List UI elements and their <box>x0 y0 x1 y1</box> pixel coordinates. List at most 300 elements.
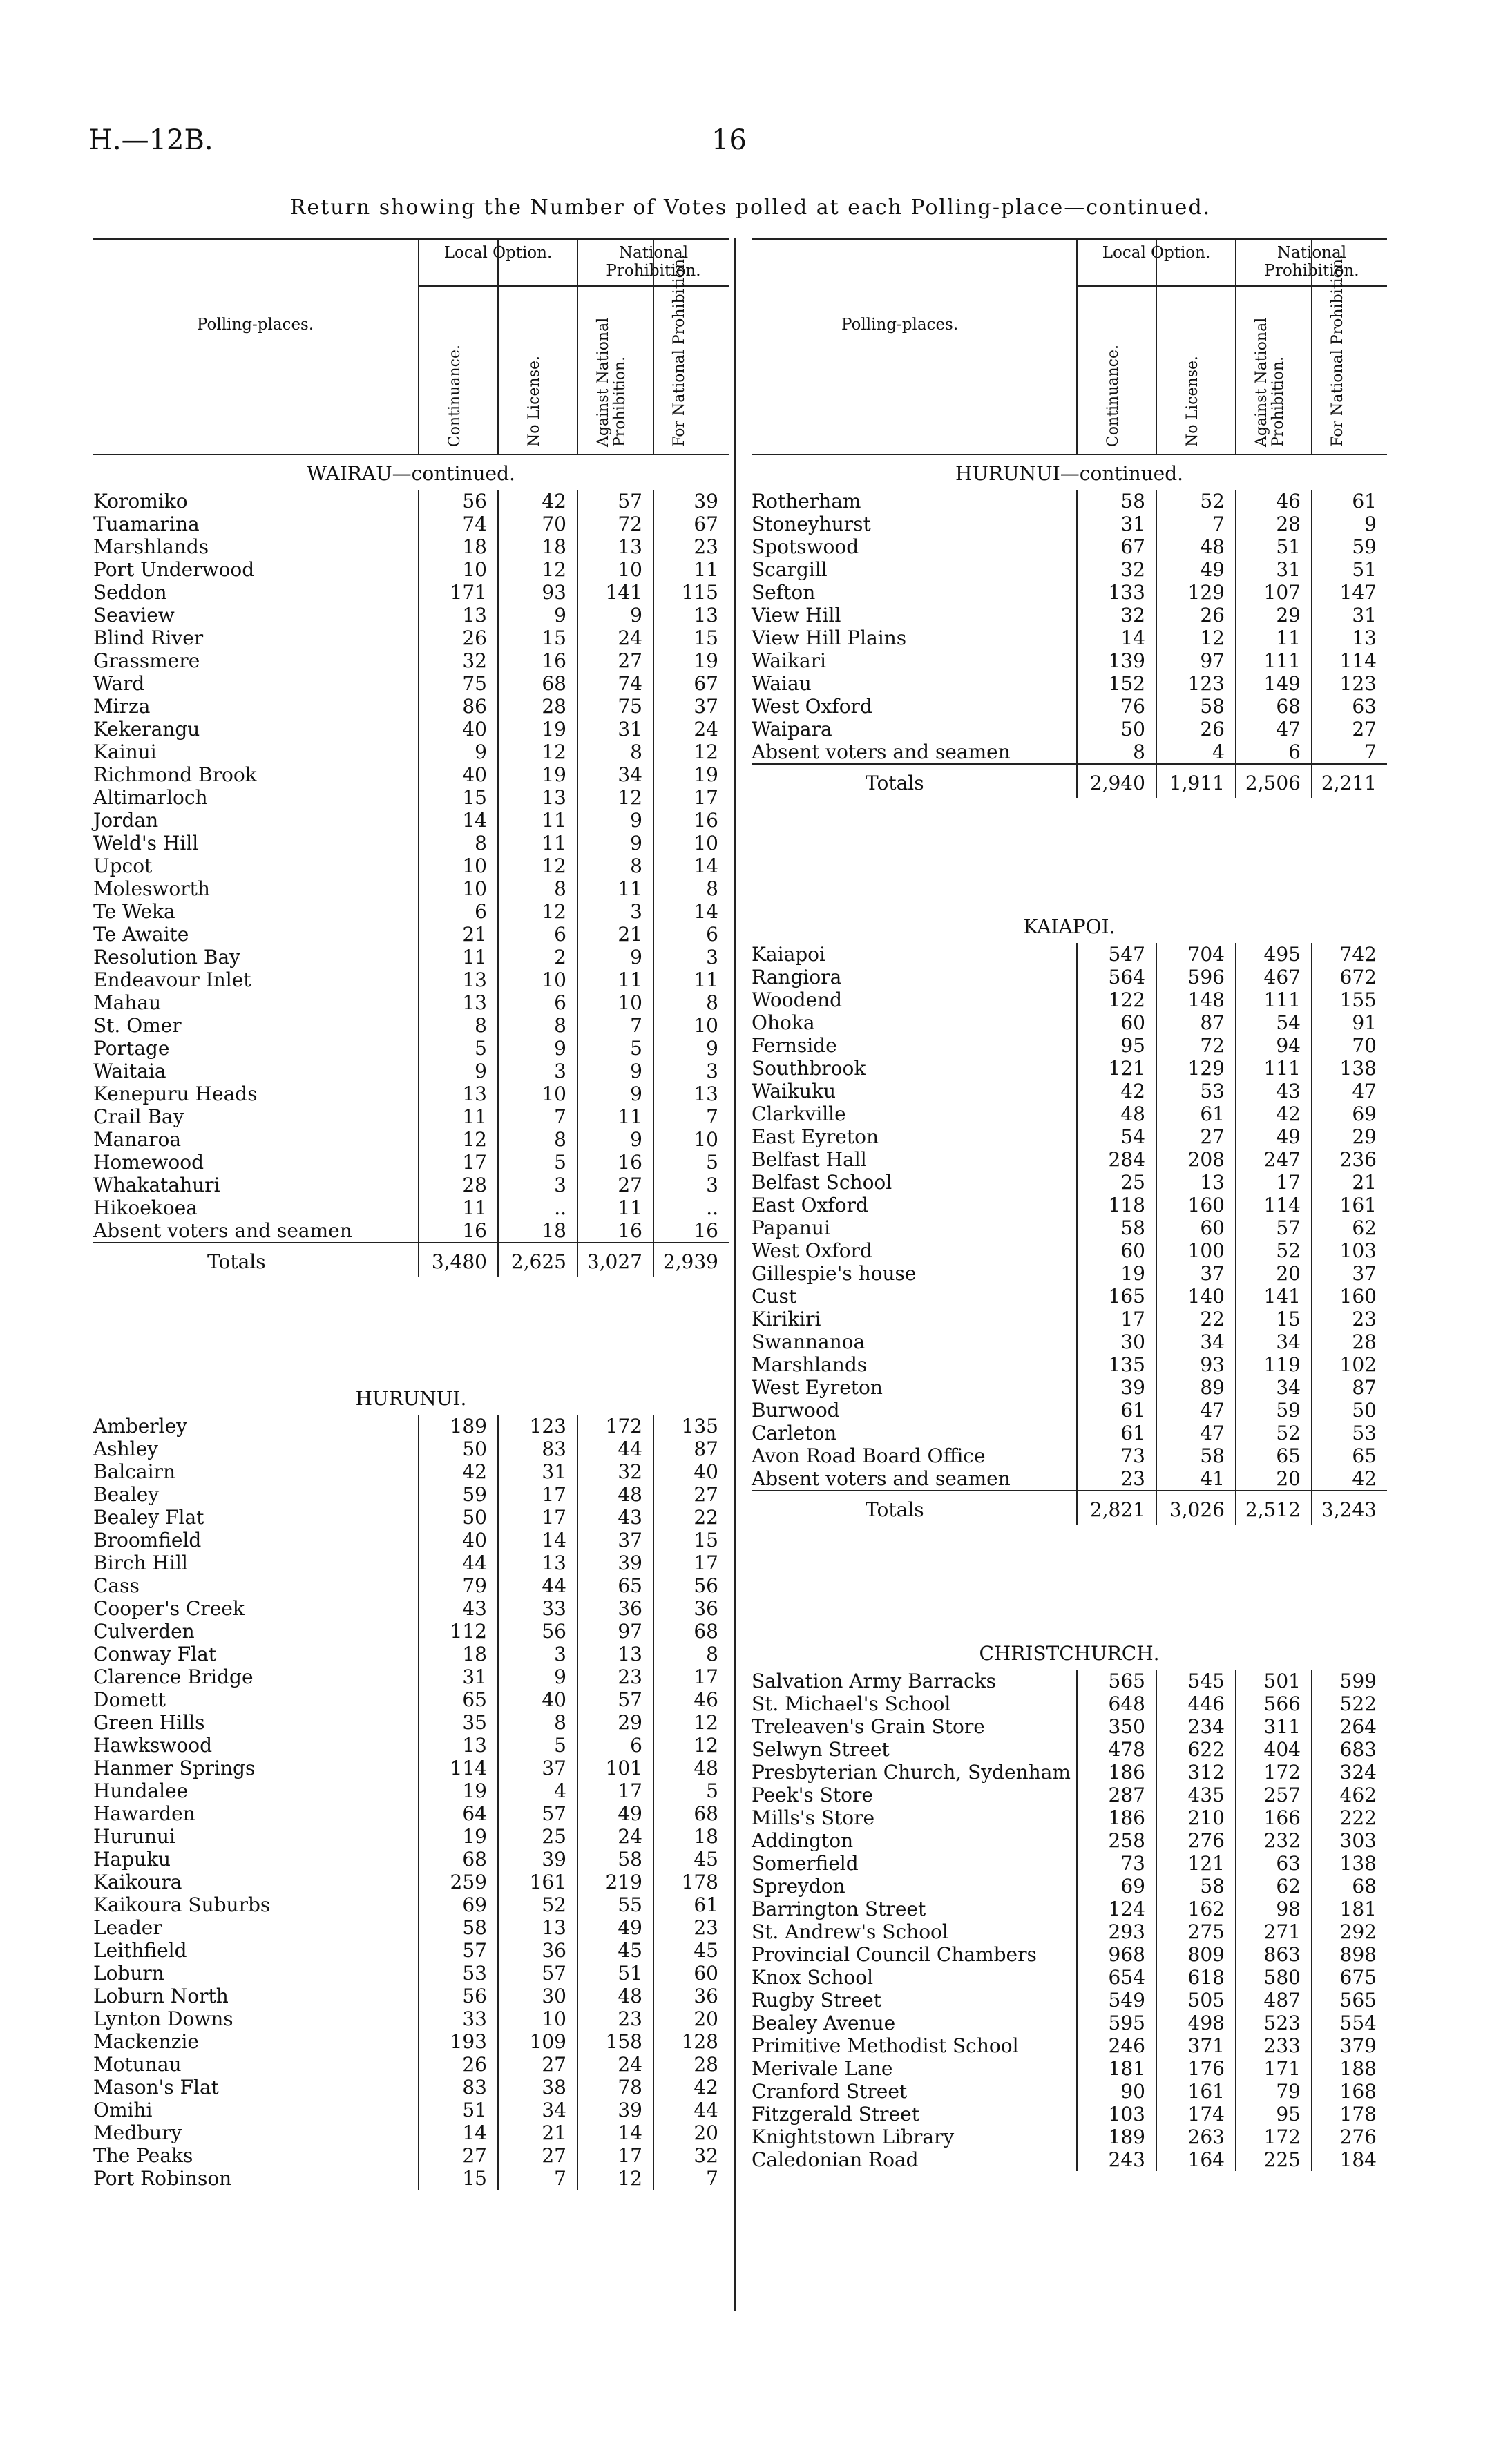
table-row <box>93 1985 729 2007</box>
vote-count: 11 <box>1276 627 1301 649</box>
table-row <box>93 991 729 1014</box>
polling-place-name: Marshlands <box>752 1353 868 1376</box>
total-value: 2,211 <box>1321 772 1377 794</box>
vote-count: 103 <box>1108 2103 1145 2126</box>
vote-count: 10 <box>462 558 487 581</box>
vote-count: 31 <box>1120 513 1145 535</box>
vote-count: 39 <box>542 1848 566 1871</box>
table-row <box>93 1597 729 1620</box>
vote-count: 522 <box>1339 1692 1377 1715</box>
polling-place-name: Presbyterian Church, Sydenham <box>752 1761 1071 1784</box>
vote-count: 379 <box>1339 2034 1377 2057</box>
table-row <box>752 1852 1387 1875</box>
vote-count: 7 <box>554 2167 566 2190</box>
vote-count: 147 <box>1339 581 1377 604</box>
vote-count: 47 <box>1200 1422 1225 1444</box>
column-rule <box>1235 943 1236 1525</box>
vote-count: 24 <box>618 1825 642 1848</box>
vote-count: 5 <box>706 1779 718 1802</box>
vote-count: 52 <box>1276 1239 1301 1262</box>
vote-count: 17 <box>462 1151 487 1174</box>
table-row <box>93 1460 729 1483</box>
vote-count: 45 <box>694 1939 718 1962</box>
vote-count: 57 <box>542 1802 566 1825</box>
polling-place-name: Papanui <box>752 1216 830 1239</box>
vote-count: 311 <box>1263 1715 1301 1738</box>
polling-place-name: Koromiko <box>93 490 188 513</box>
vote-count: 8 <box>706 1643 718 1665</box>
table-row <box>93 1802 729 1825</box>
table-row <box>752 1989 1387 2012</box>
table-row <box>93 900 729 923</box>
polling-place-name: Endeavour Inlet <box>93 968 251 991</box>
vote-count: 293 <box>1108 1920 1145 1943</box>
vote-count: 41 <box>1200 1467 1225 1490</box>
polling-place-name: Primitive Methodist School <box>752 2034 1019 2057</box>
vote-count: 23 <box>618 2007 642 2030</box>
vote-count: 114 <box>1339 649 1377 672</box>
vote-count: 9 <box>475 741 487 763</box>
vote-count: 11 <box>542 809 566 832</box>
polling-place-name: Fernside <box>752 1034 837 1057</box>
vote-count: 675 <box>1339 1966 1377 1989</box>
vote-count: 111 <box>1263 649 1301 672</box>
vote-count: 37 <box>1200 1262 1225 1285</box>
vote-count: 446 <box>1187 1692 1225 1715</box>
vote-count: 20 <box>1276 1467 1301 1490</box>
polling-place-name: Mills's Store <box>752 1806 875 1829</box>
vote-count: 37 <box>694 695 718 718</box>
vote-count: 9 <box>1364 513 1377 535</box>
total-value: 1,911 <box>1169 772 1225 794</box>
vote-count: 12 <box>542 558 566 581</box>
vote-count: 21 <box>1352 1171 1377 1194</box>
polling-place-name: Weld's Hill <box>93 832 199 854</box>
polling-place-name: Mackenzie <box>93 2030 199 2053</box>
vote-count: 15 <box>694 627 718 649</box>
vote-count: 14 <box>694 854 718 877</box>
table-row <box>752 1034 1387 1057</box>
table-row <box>93 854 729 877</box>
vote-count: 23 <box>1352 1308 1377 1330</box>
vote-count: 36 <box>694 1597 718 1620</box>
polling-place-name: Whakatahuri <box>93 1174 220 1196</box>
vote-count: 119 <box>1263 1353 1301 1376</box>
vote-count: 98 <box>1276 1898 1301 1920</box>
polling-place-name: Provincial Council Chambers <box>752 1943 1037 1966</box>
table-row <box>752 1125 1387 1148</box>
polling-place-name: Hundalee <box>93 1779 189 1802</box>
vote-count: 898 <box>1339 1943 1377 1966</box>
table-row <box>93 1643 729 1665</box>
vote-count: 44 <box>694 2099 718 2121</box>
polling-place-name: Kaiapoi <box>752 943 825 966</box>
against-np-header: Against National Prohibition. <box>1253 317 1287 447</box>
vote-count: 34 <box>542 2099 566 2121</box>
vote-count: 61 <box>1120 1399 1145 1422</box>
vote-count: 121 <box>1108 1057 1145 1080</box>
vote-count: 547 <box>1108 943 1145 966</box>
vote-count: 141 <box>605 581 642 604</box>
vote-count: 112 <box>450 1620 487 1643</box>
vote-count: 61 <box>1120 1422 1145 1444</box>
vote-count: 60 <box>1120 1239 1145 1262</box>
vote-count: 222 <box>1339 1806 1377 1829</box>
vote-count: 271 <box>1263 1920 1301 1943</box>
table-row <box>752 1444 1387 1467</box>
vote-count: 26 <box>462 2053 487 2076</box>
vote-count: 246 <box>1108 2034 1145 2057</box>
vote-count: 50 <box>1352 1399 1377 1422</box>
vote-count: 69 <box>1120 1875 1145 1898</box>
vote-count: 12 <box>618 786 642 809</box>
vote-count: 27 <box>694 1483 718 1506</box>
vote-count: 704 <box>1187 943 1225 966</box>
vote-count: 56 <box>462 490 487 513</box>
vote-count: 93 <box>542 581 566 604</box>
vote-count: 580 <box>1263 1966 1301 1989</box>
vote-count: 7 <box>554 1105 566 1128</box>
vote-count: 3 <box>706 946 718 968</box>
vote-count: 115 <box>681 581 718 604</box>
vote-count: 171 <box>1263 2057 1301 2080</box>
polling-place-name: Caledonian Road <box>752 2148 919 2171</box>
vote-count: 10 <box>462 854 487 877</box>
vote-count: 31 <box>1276 558 1301 581</box>
section <box>752 1635 1387 2171</box>
table-row <box>93 2030 729 2053</box>
vote-count: 549 <box>1108 1989 1145 2012</box>
vote-count: 29 <box>1352 1125 1377 1148</box>
table-row <box>752 1966 1387 1989</box>
vote-count: 70 <box>542 513 566 535</box>
column-rule <box>1076 1670 1078 2171</box>
vote-count: 595 <box>1108 2012 1145 2034</box>
vote-count: 141 <box>1263 1285 1301 1308</box>
national-prohibition-header: National Prohibition. <box>577 240 729 287</box>
vote-count: 138 <box>1339 1057 1377 1080</box>
section-title: HURUNUI—continued. <box>955 462 1184 485</box>
vote-count: 10 <box>694 832 718 854</box>
polling-place-name: Conway Flat <box>93 1643 217 1665</box>
vote-count: 58 <box>1120 1216 1145 1239</box>
polling-place-name: Culverden <box>93 1620 195 1643</box>
polling-place-name: Birch Hill <box>93 1551 188 1574</box>
vote-count: 16 <box>694 1219 718 1242</box>
vote-count: 50 <box>462 1506 487 1529</box>
vote-count: 9 <box>630 832 642 854</box>
vote-count: 44 <box>542 1574 566 1597</box>
vote-count: 33 <box>462 2007 487 2030</box>
vote-count: 189 <box>1108 2126 1145 2148</box>
table-row <box>93 1105 729 1128</box>
table-row <box>93 2121 729 2144</box>
table-row <box>752 1376 1387 1399</box>
vote-count: 599 <box>1339 1670 1377 1692</box>
polling-place-name: Hawkswood <box>93 1734 213 1757</box>
polling-place-name: Leader <box>93 1916 162 1939</box>
vote-count: 6 <box>630 1734 642 1757</box>
vote-count: 566 <box>1263 1692 1301 1715</box>
table-row <box>752 490 1387 513</box>
table-subtitle: Return showing the Number of Votes polled at each Polling-place—continued. <box>289 195 1212 220</box>
vote-count: 39 <box>618 2099 642 2121</box>
vote-count: 161 <box>1187 2080 1225 2103</box>
vote-count: 5 <box>554 1151 566 1174</box>
vote-count: 60 <box>1200 1216 1225 1239</box>
vote-count: 58 <box>1200 695 1225 718</box>
vote-count: 69 <box>1352 1102 1377 1125</box>
vote-count: 7 <box>706 1105 718 1128</box>
continuance-header: Continuance. <box>1105 344 1122 447</box>
vote-count: 303 <box>1339 1829 1377 1852</box>
column-rule <box>1076 490 1078 798</box>
polling-place-name: Tuamarina <box>93 513 200 535</box>
total-value: 3,027 <box>586 1250 642 1273</box>
table-row <box>93 809 729 832</box>
vote-count: 39 <box>694 490 718 513</box>
table-row <box>93 1734 729 1757</box>
column-rule <box>1156 490 1157 798</box>
vote-count: 22 <box>1200 1308 1225 1330</box>
vote-count: 53 <box>462 1962 487 1985</box>
polling-place-name: Hurunui <box>93 1825 175 1848</box>
vote-count: 8 <box>706 877 718 900</box>
vote-count: 27 <box>542 2144 566 2167</box>
vote-count: 208 <box>1187 1148 1225 1171</box>
vote-count: 6 <box>706 923 718 946</box>
polling-place-name: Cust <box>752 1285 797 1308</box>
vote-count: 46 <box>1276 490 1301 513</box>
vote-count: 128 <box>681 2030 718 2053</box>
vote-count: 58 <box>1200 1875 1225 1898</box>
vote-count: 243 <box>1108 2148 1145 2171</box>
vote-count: 42 <box>1276 1102 1301 1125</box>
vote-count: 149 <box>1263 672 1301 695</box>
vote-count: 23 <box>694 535 718 558</box>
vote-count: 34 <box>618 763 642 786</box>
table-row <box>93 1196 729 1219</box>
vote-count: 87 <box>694 1438 718 1460</box>
vote-count: 48 <box>694 1757 718 1779</box>
table-row <box>752 672 1387 695</box>
vote-count: 276 <box>1339 2126 1377 2148</box>
polling-place-name: Jordan <box>93 809 159 832</box>
vote-count: 79 <box>1276 2080 1301 2103</box>
polling-place-name: West Oxford <box>752 1239 872 1262</box>
vote-count: 13 <box>618 535 642 558</box>
polling-place-name: Knox School <box>752 1966 874 1989</box>
vote-count: 467 <box>1263 966 1301 989</box>
vote-count: 168 <box>1339 2080 1377 2103</box>
polling-place-name: Absent voters and seamen <box>752 741 1011 763</box>
vote-count: 25 <box>1120 1171 1145 1194</box>
vote-count: 11 <box>618 877 642 900</box>
table-row <box>752 1308 1387 1330</box>
vote-count: 42 <box>1352 1467 1377 1490</box>
vote-count: 3 <box>554 1060 566 1082</box>
vote-count: 11 <box>694 968 718 991</box>
vote-count: 234 <box>1187 1715 1225 1738</box>
vote-count: 16 <box>462 1219 487 1242</box>
vote-count: 13 <box>462 968 487 991</box>
vote-count: 17 <box>1276 1171 1301 1194</box>
polling-place-name: Molesworth <box>93 877 210 900</box>
vote-count: 31 <box>462 1665 487 1688</box>
polling-place-name: Kainui <box>93 741 157 763</box>
national-prohibition-header: National Prohibition. <box>1235 240 1387 287</box>
polling-place-name: Te Awaite <box>93 923 189 946</box>
polling-place-name: Hawarden <box>93 1802 195 1825</box>
vote-count: 90 <box>1120 2080 1145 2103</box>
vote-count: 58 <box>462 1916 487 1939</box>
polling-place-name: Fitzgerald Street <box>752 2103 919 2126</box>
vote-count: 50 <box>462 1438 487 1460</box>
polling-place-name: Loburn North <box>93 1985 229 2007</box>
polling-place-name: St. Omer <box>93 1014 182 1037</box>
vote-count: 67 <box>694 672 718 695</box>
vote-count: 7 <box>1212 513 1225 535</box>
polling-place-name: Spotswood <box>752 535 859 558</box>
vote-count: 17 <box>1120 1308 1145 1330</box>
against-np-header: Against National Prohibition. <box>595 317 629 447</box>
total-value: 3,026 <box>1169 1498 1225 1521</box>
vote-count: 21 <box>462 923 487 946</box>
table-row <box>752 535 1387 558</box>
vote-count: 11 <box>462 1196 487 1219</box>
vote-count: 172 <box>1263 1761 1301 1784</box>
vote-count: 48 <box>1120 1102 1145 1125</box>
vote-count: 36 <box>618 1597 642 1620</box>
vote-count: 76 <box>1120 695 1145 718</box>
vote-count: 49 <box>1276 1125 1301 1148</box>
vote-count: 13 <box>462 991 487 1014</box>
vote-count: 57 <box>1276 1216 1301 1239</box>
vote-count: 17 <box>542 1506 566 1529</box>
polling-place-name: Peek's Store <box>752 1784 873 1806</box>
vote-count: 13 <box>462 1734 487 1757</box>
vote-count: 123 <box>1187 672 1225 695</box>
vote-count: 23 <box>618 1665 642 1688</box>
vote-count: 16 <box>618 1151 642 1174</box>
vote-count: 8 <box>475 1014 487 1037</box>
polling-place-name: Rugby Street <box>752 1989 881 2012</box>
polling-place-name: Cooper's Creek <box>93 1597 245 1620</box>
polling-place-name: Waipara <box>752 718 832 741</box>
table-row <box>93 1151 729 1174</box>
vote-count: 129 <box>1187 1057 1225 1080</box>
polling-place-name: Blind River <box>93 627 204 649</box>
polling-place-name: Rangiora <box>752 966 842 989</box>
vote-count: 68 <box>1352 1875 1377 1898</box>
table-row <box>752 1761 1387 1784</box>
polling-place-name: Grassmere <box>93 649 200 672</box>
vote-count: 15 <box>542 627 566 649</box>
vote-count: 69 <box>462 1893 487 1916</box>
section-title: HURUNUI. <box>355 1387 467 1410</box>
polling-place-name: Motunau <box>93 2053 182 2076</box>
polling-place-name: Carleton <box>752 1422 837 1444</box>
vote-count: 54 <box>1120 1125 1145 1148</box>
vote-count: 193 <box>450 2030 487 2053</box>
vote-count: 158 <box>605 2030 642 2053</box>
vote-count: 12 <box>1200 627 1225 649</box>
vote-count: 565 <box>1339 1989 1377 2012</box>
vote-count: 14 <box>462 809 487 832</box>
polling-place-name: St. Andrew's School <box>752 1920 948 1943</box>
polling-place-name: Kenepuru Heads <box>93 1082 258 1105</box>
vote-count: 14 <box>542 1529 566 1551</box>
vote-count: 10 <box>542 1082 566 1105</box>
vote-count: 565 <box>1108 1670 1145 1692</box>
vote-count: 654 <box>1108 1966 1145 1989</box>
vote-count: 67 <box>694 513 718 535</box>
vote-count: 171 <box>450 581 487 604</box>
vote-count: 57 <box>542 1962 566 1985</box>
table-row <box>752 1670 1387 1692</box>
vote-count: 165 <box>1108 1285 1145 1308</box>
vote-count: 29 <box>618 1711 642 1734</box>
vote-count: 13 <box>542 1916 566 1939</box>
vote-count: 37 <box>542 1757 566 1779</box>
vote-count: 10 <box>618 991 642 1014</box>
polling-places-header: Polling-places. <box>841 316 959 334</box>
table-row <box>752 1102 1387 1125</box>
vote-count: 23 <box>1120 1467 1145 1490</box>
vote-count: 14 <box>694 900 718 923</box>
table-row <box>752 1715 1387 1738</box>
vote-count: 4 <box>1212 741 1225 763</box>
vote-count: 9 <box>630 1060 642 1082</box>
table-row <box>93 695 729 718</box>
vote-count: 9 <box>630 809 642 832</box>
vote-count: 60 <box>694 1962 718 1985</box>
vote-count: 13 <box>694 604 718 627</box>
column-rule <box>1235 490 1236 798</box>
vote-count: 809 <box>1187 1943 1225 1966</box>
vote-count: 60 <box>1120 1011 1145 1034</box>
vote-count: 176 <box>1187 2057 1225 2080</box>
polling-place-name: Upcot <box>93 854 153 877</box>
total-value: 2,506 <box>1245 772 1301 794</box>
polling-place-name: Absent voters and seamen <box>93 1219 352 1242</box>
vote-count: 135 <box>681 1415 718 1438</box>
local-option-header: Local Option. <box>1076 240 1235 287</box>
table-row <box>752 1239 1387 1262</box>
polling-place-name: Homewood <box>93 1151 204 1174</box>
vote-count: 42 <box>542 490 566 513</box>
vote-count: 94 <box>1276 1034 1301 1057</box>
vote-count: 52 <box>1276 1422 1301 1444</box>
vote-count: 683 <box>1339 1738 1377 1761</box>
vote-count: 121 <box>1187 1852 1225 1875</box>
vote-count: 61 <box>1200 1102 1225 1125</box>
table-row <box>93 1620 729 1643</box>
vote-count: 17 <box>618 2144 642 2167</box>
vote-count: 160 <box>1339 1285 1377 1308</box>
totals-row <box>752 1490 1387 1525</box>
table-row <box>93 672 729 695</box>
vote-count: 58 <box>1120 490 1145 513</box>
vote-count: 45 <box>618 1939 642 1962</box>
vote-count: 48 <box>1200 535 1225 558</box>
table-row <box>93 1757 729 1779</box>
vote-count: 8 <box>554 1014 566 1037</box>
left-panel <box>93 238 729 2190</box>
table-row <box>752 1399 1387 1422</box>
vote-count: 181 <box>1108 2057 1145 2080</box>
vote-count: 40 <box>462 718 487 741</box>
